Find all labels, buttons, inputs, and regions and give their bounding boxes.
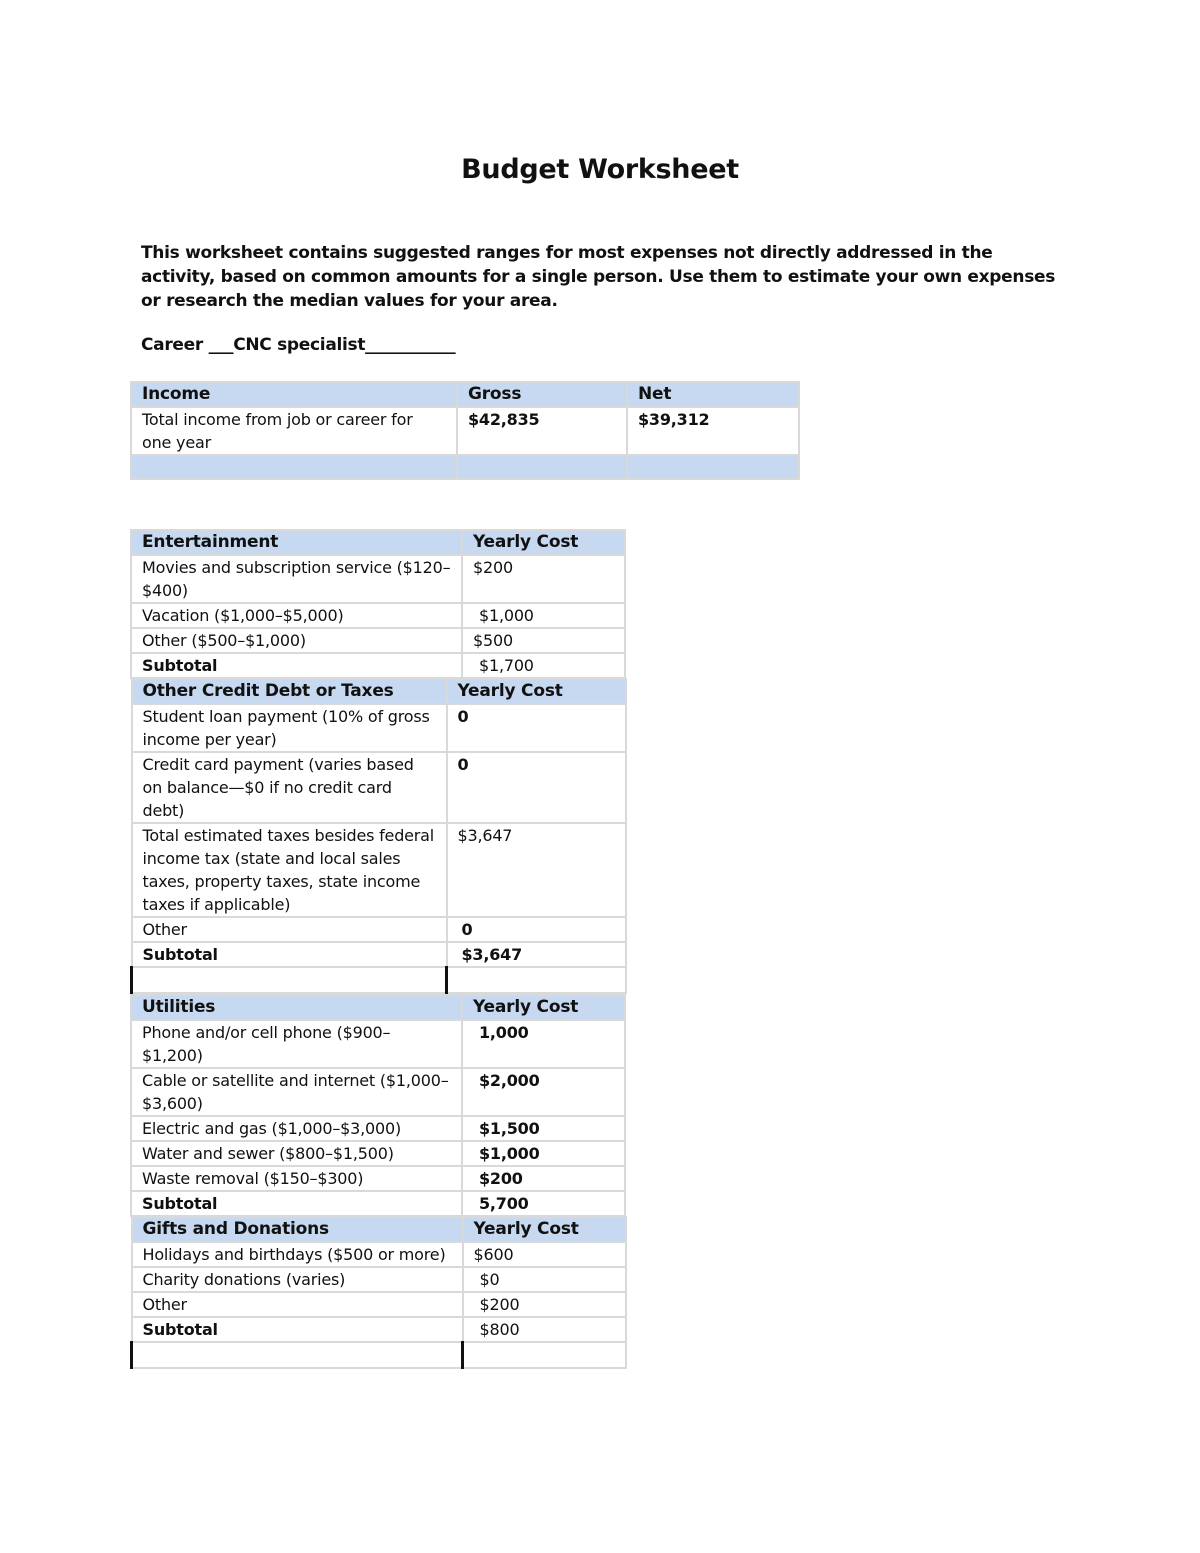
row-label: Vacation ($1,000–$5,000): [131, 603, 462, 628]
blank-row: [132, 967, 626, 993]
yearly-cost-header: Yearly Cost: [462, 530, 625, 555]
table-row: [132, 1292, 626, 1317]
table-row: [132, 752, 626, 823]
row-value[interactable]: $600: [463, 1242, 626, 1267]
row-value[interactable]: 0: [447, 917, 626, 942]
yearly-cost-header: Yearly Cost: [447, 679, 626, 704]
row-value[interactable]: $2,000: [462, 1068, 625, 1116]
table-row: [131, 1068, 625, 1116]
row-label: Other: [132, 1292, 463, 1317]
row-value[interactable]: 0: [447, 704, 626, 752]
income-row: [131, 407, 799, 455]
row-value[interactable]: $1,000: [462, 603, 625, 628]
income-blank-row: [131, 455, 799, 479]
row-label: Waste removal ($150–$300): [131, 1166, 462, 1191]
row-label: Electric and gas ($1,000–$3,000): [131, 1116, 462, 1141]
row-value[interactable]: 1,000: [462, 1020, 625, 1068]
row-value[interactable]: $200: [462, 555, 625, 603]
subtotal-label: Subtotal: [132, 942, 447, 967]
subtotal-value[interactable]: $3,647: [447, 942, 626, 967]
income-row-label: Total income from job or career for one year: [131, 407, 457, 455]
subtotal-label: Subtotal: [131, 1191, 462, 1216]
table-row: [132, 704, 626, 752]
row-label: Cable or satellite and internet ($1,000–$3,600): [131, 1068, 462, 1116]
row-value[interactable]: $200: [463, 1292, 626, 1317]
table-row: [131, 1166, 625, 1191]
row-label: Other ($500–$1,000): [131, 628, 462, 653]
income-table: [130, 381, 800, 480]
intro-paragraph: This worksheet contains suggested ranges for most expenses not directly addressed in the activity, based on common amounts for a single person. Use them to estimate your own expenses or research the median values for your area.: [141, 243, 1056, 311]
table-row: [131, 628, 625, 653]
row-value[interactable]: $200: [462, 1166, 625, 1191]
entertainment-header: Entertainment: [131, 530, 462, 555]
net-income-value[interactable]: $39,312: [627, 407, 799, 455]
row-label: Phone and/or cell phone ($900–$1,200): [131, 1020, 462, 1068]
row-value[interactable]: $0: [463, 1267, 626, 1292]
table-row: [132, 917, 626, 942]
row-label: Movies and subscription service ($120–$400): [131, 555, 462, 603]
subtotal-value[interactable]: $800: [463, 1317, 626, 1342]
subtotal-row: [131, 653, 625, 678]
row-label: Charity donations (varies): [132, 1267, 463, 1292]
income-header-row: [131, 382, 799, 407]
net-header: Net: [627, 382, 799, 407]
yearly-cost-header: Yearly Cost: [463, 1217, 626, 1242]
table-row: [131, 555, 625, 603]
subtotal-value[interactable]: 5,700: [462, 1191, 625, 1216]
gifts-header-row: [132, 1217, 626, 1242]
table-row: [132, 1267, 626, 1292]
table-row: [132, 823, 626, 917]
subtotal-label: Subtotal: [132, 1317, 463, 1342]
gross-income-value[interactable]: $42,835: [457, 407, 627, 455]
table-row: [132, 1242, 626, 1267]
row-label: Other: [132, 917, 447, 942]
debt-taxes-table: [130, 678, 627, 994]
gross-header: Gross: [457, 382, 627, 407]
subtotal-row: [132, 1317, 626, 1342]
table-row: [131, 1116, 625, 1141]
blank-cell[interactable]: [627, 455, 799, 479]
debt-header-row: [132, 679, 626, 704]
row-label: Holidays and birthdays ($500 or more): [132, 1242, 463, 1267]
table-row: [131, 603, 625, 628]
blank-row: [132, 1342, 626, 1368]
subtotal-row: [131, 1191, 625, 1216]
income-header: Income: [131, 382, 457, 407]
debt-header: Other Credit Debt or Taxes: [132, 679, 447, 704]
row-label: Water and sewer ($800–$1,500): [131, 1141, 462, 1166]
table-row: [131, 1141, 625, 1166]
blank-cell[interactable]: [131, 455, 457, 479]
gifts-header: Gifts and Donations: [132, 1217, 463, 1242]
page-title: Budget Worksheet: [461, 154, 739, 185]
blank-cell[interactable]: [132, 967, 447, 993]
row-label: Student loan payment (10% of gross income per year): [132, 704, 447, 752]
table-row: [131, 1020, 625, 1068]
entertainment-table: [130, 529, 626, 679]
row-value[interactable]: 0: [447, 752, 626, 823]
blank-cell[interactable]: [447, 967, 626, 993]
row-value[interactable]: $1,000: [462, 1141, 625, 1166]
row-value[interactable]: $3,647: [447, 823, 626, 917]
subtotal-label: Subtotal: [131, 653, 462, 678]
blank-cell[interactable]: [132, 1342, 463, 1368]
blank-cell[interactable]: [457, 455, 627, 479]
row-value[interactable]: $500: [462, 628, 625, 653]
career-field[interactable]: Career ___CNC specialist___________: [141, 335, 456, 355]
blank-cell[interactable]: [463, 1342, 626, 1368]
utilities-header-row: [131, 995, 625, 1020]
gifts-donations-table: [130, 1216, 627, 1369]
subtotal-value[interactable]: $1,700: [462, 653, 625, 678]
utilities-table: [130, 994, 626, 1217]
row-label: Credit card payment (varies based on balance—$0 if no credit card debt): [132, 752, 447, 823]
utilities-header: Utilities: [131, 995, 462, 1020]
row-value[interactable]: $1,500: [462, 1116, 625, 1141]
row-label: Total estimated taxes besides federal income tax (state and local sales taxes, property taxes, state income taxes if applicable): [132, 823, 447, 917]
yearly-cost-header: Yearly Cost: [462, 995, 625, 1020]
subtotal-row: [132, 942, 626, 967]
entertainment-header-row: [131, 530, 625, 555]
